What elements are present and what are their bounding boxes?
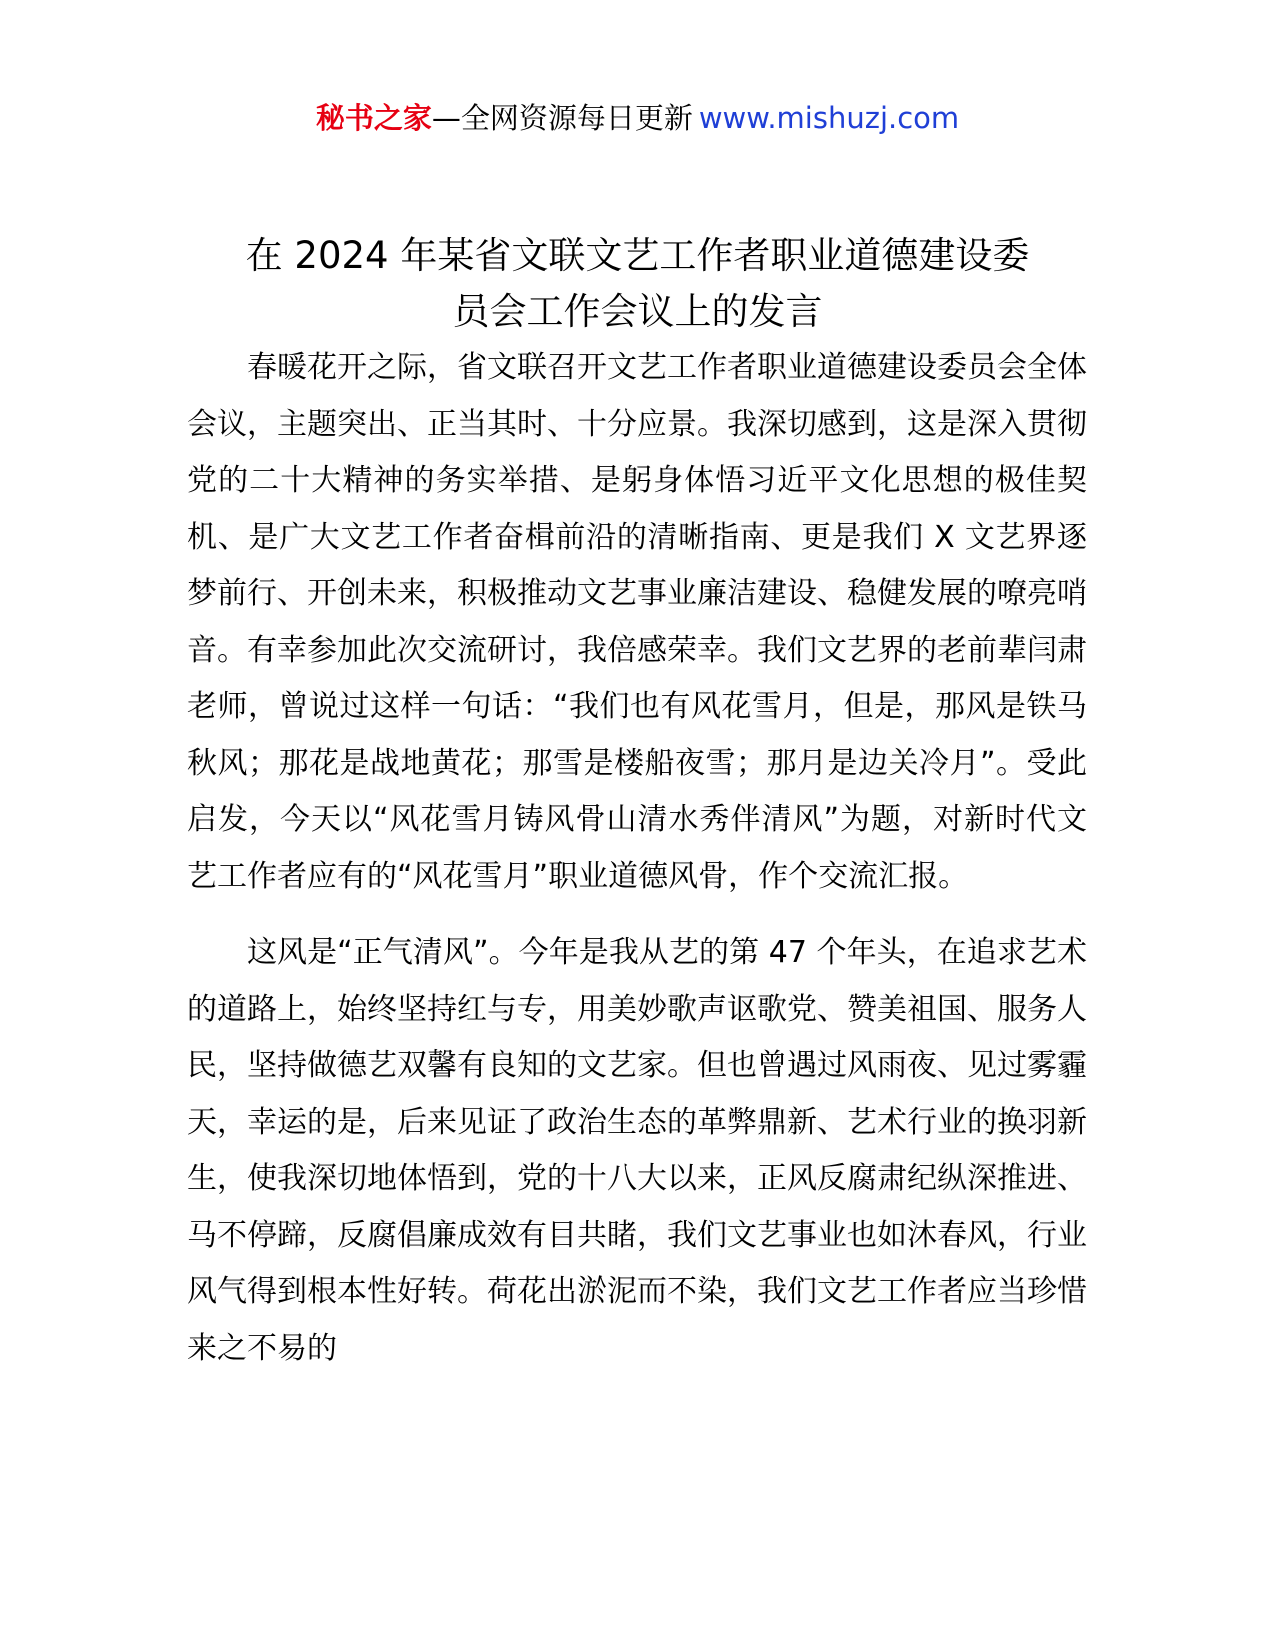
document-title-line-2: 员会工作会议上的发言 [452,290,823,333]
paragraph-1: 春暖花开之际，省文联召开文艺工作者职业道德建设委员会全体会议，主题突出、正当其时、十分应景。我深切感到，这是深入贯彻党的二十大精神的务实举措、是躬身体悟习近平文化思想的极佳契机、是广大文艺工作者奋楫前沿的清晰指南、更是我们 X 文艺界逐梦前行、开创未来，积极推动文艺事业廉洁建设、稳健发展的嘹亮哨音。有幸参加此次交流研讨，我倍感荣幸。我们文艺界的老前辈闫肃老师，曾说过这样一句话：“我们也有风花雪月，但是，那风是铁马秋风；那花是战地黄花；那雪是楼船夜雪；那月是边关冷月”。受此启发，今天以“风花雪月铸风骨山清水秀伴清风”为题，对新时代文艺工作者应有的“风花雪月”职业道德风骨，作个交流汇报。 [187,350,1087,894]
site-brand: 秘书之家 [315,101,432,135]
site-header [0,98,1275,138]
document-title [180,228,1095,340]
paragraph-2: 这风是“正气清风”。今年是我从艺的第 47 个年头，在追求艺术的道路上，始终坚持红与专，用美妙歌声讴歌党、赞美祖国、服务人民，坚持做德艺双馨有良知的文艺家。但也曾遇过风雨夜、见过雾霾天，幸运的是，后来见证了政治生态的革弊鼎新、艺术行业的换羽新生，使我深切地体悟到，党的十八大以来，正风反腐肃纪纵深推进、马不停蹄，反腐倡廉成效有目共睹，我们文艺事业也如沐春风，行业风气得到根本性好转。荷花出淤泥而不染，我们文艺工作者应当珍惜来之不易的 [187,935,1087,1366]
document-title-line-1: 在 2024 年某省文联文艺工作者职业道德建设委 [245,234,1030,277]
site-url-link[interactable]: www.mishuzj.com [698,101,960,135]
document-body [187,340,1087,1397]
site-tagline: —全网资源每日更新 [431,101,693,135]
